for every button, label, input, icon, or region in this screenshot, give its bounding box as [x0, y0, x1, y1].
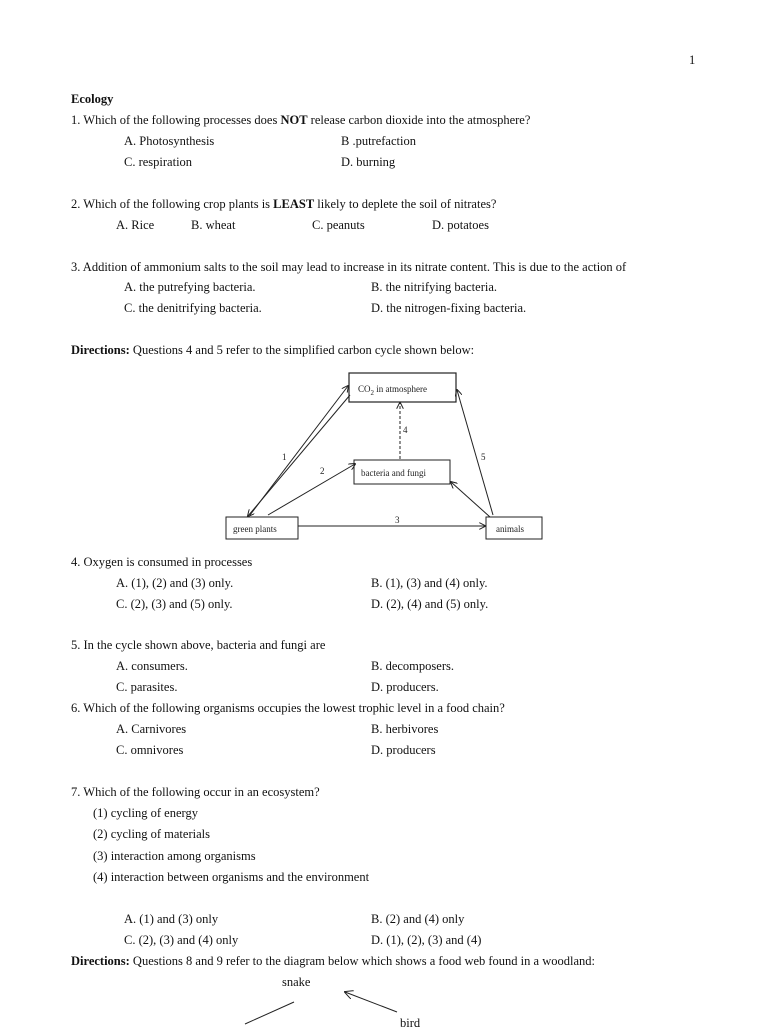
question-6-stem: 6. Which of the following organisms occupies the lowest trophic level in a food chain?: [71, 701, 505, 715]
section-heading: Ecology: [71, 92, 114, 106]
q5-option-a: A. consumers.: [116, 659, 188, 673]
q2-option-d: D. potatoes: [432, 218, 489, 232]
q1-option-a: A. Photosynthesis: [124, 134, 215, 148]
food-web-bird-label: bird: [400, 1016, 421, 1030]
arrow-label-5: 5: [481, 452, 486, 462]
q6-option-d: D. producers: [371, 743, 436, 757]
q7-statement-4: (4) interaction between organisms and the environment: [93, 870, 370, 884]
q4-option-d: D. (2), (4) and (5) only.: [371, 597, 489, 611]
arrow-label-2: 2: [320, 466, 325, 476]
co2-label: $CO_2$ in atmosphere: [358, 384, 428, 397]
directions-carbon-cycle: Directions: Questions 4 and 5 refer to the simplified carbon cycle shown below:: [71, 343, 475, 357]
q3-option-c: C. the denitrifying bacteria.: [124, 301, 262, 315]
q5-option-c: C. parasites.: [116, 680, 178, 694]
q7-option-d: D. (1), (2), (3) and (4): [371, 933, 482, 947]
q6-option-c: C. omnivores: [116, 743, 184, 757]
q7-option-b: B. (2) and (4) only: [371, 912, 465, 926]
q2-option-c: C. peanuts: [312, 218, 365, 232]
q7-statement-1: (1) cycling of energy: [93, 806, 198, 820]
q3-option-b: B. the nitrifying bacteria.: [371, 280, 498, 294]
q4-option-a: A. (1), (2) and (3) only.: [116, 576, 234, 590]
q7-option-c: C. (2), (3) and (4) only: [124, 933, 239, 947]
food-web-snake-label: snake: [282, 975, 311, 989]
q3-option-d: D. the nitrogen-fixing bacteria.: [371, 301, 527, 315]
q5-option-d: D. producers.: [371, 680, 439, 694]
q3-option-a: A. the putrefying bacteria.: [124, 280, 256, 294]
question-2-stem: 2. Which of the following crop plants is LEAST likely to deplete the soil of nitrates?: [71, 197, 497, 211]
question-4-stem: 4. Oxygen is consumed in processes: [71, 555, 253, 569]
directions-food-web: Directions: Questions 8 and 9 refer to the diagram below which shows a food web found in a woodland:: [71, 954, 595, 968]
bacteria-fungi-label: bacteria and fungi: [361, 468, 426, 478]
q7-option-a: A. (1) and (3) only: [124, 912, 219, 926]
q4-option-b: B. (1), (3) and (4) only.: [371, 576, 488, 590]
arrow-label-1: 1: [282, 452, 287, 462]
q6-option-b: B. herbivores: [371, 722, 439, 736]
q2-option-a: A. Rice: [116, 218, 155, 232]
arrow-label-4: 4: [403, 425, 408, 435]
page-number: 1: [689, 53, 696, 67]
q2-option-b: B. wheat: [191, 218, 236, 232]
arrow-label-3: 3: [395, 515, 400, 525]
food-web-arrow-to-snake: [245, 1002, 294, 1024]
question-5-stem: 5. In the cycle shown above, bacteria and fungi are: [71, 638, 326, 652]
question-7-stem: 7. Which of the following occur in an ecosystem?: [71, 785, 320, 799]
q1-option-c: C. respiration: [124, 155, 193, 169]
animals-label: animals: [496, 524, 524, 534]
q7-statement-2: (2) cycling of materials: [93, 827, 210, 841]
green-plants-label: green plants: [233, 524, 277, 534]
q6-option-a: A. Carnivores: [116, 722, 187, 736]
q1-option-d: D. burning: [341, 155, 396, 169]
q1-option-b: B .putrefaction: [341, 134, 416, 148]
q7-statement-3: (3) interaction among organisms: [93, 849, 256, 863]
question-1-stem: 1. Which of the following processes does NOT release carbon dioxide into the atmosphere?: [71, 113, 531, 127]
q4-option-c: C. (2), (3) and (5) only.: [116, 597, 233, 611]
question-3-stem: 3. Addition of ammonium salts to the soil may lead to increase in its nitrate content. This is due to the action of: [71, 260, 627, 274]
food-web-arrow-bird-snake: [345, 992, 397, 1012]
q5-option-b: B. decomposers.: [371, 659, 454, 673]
